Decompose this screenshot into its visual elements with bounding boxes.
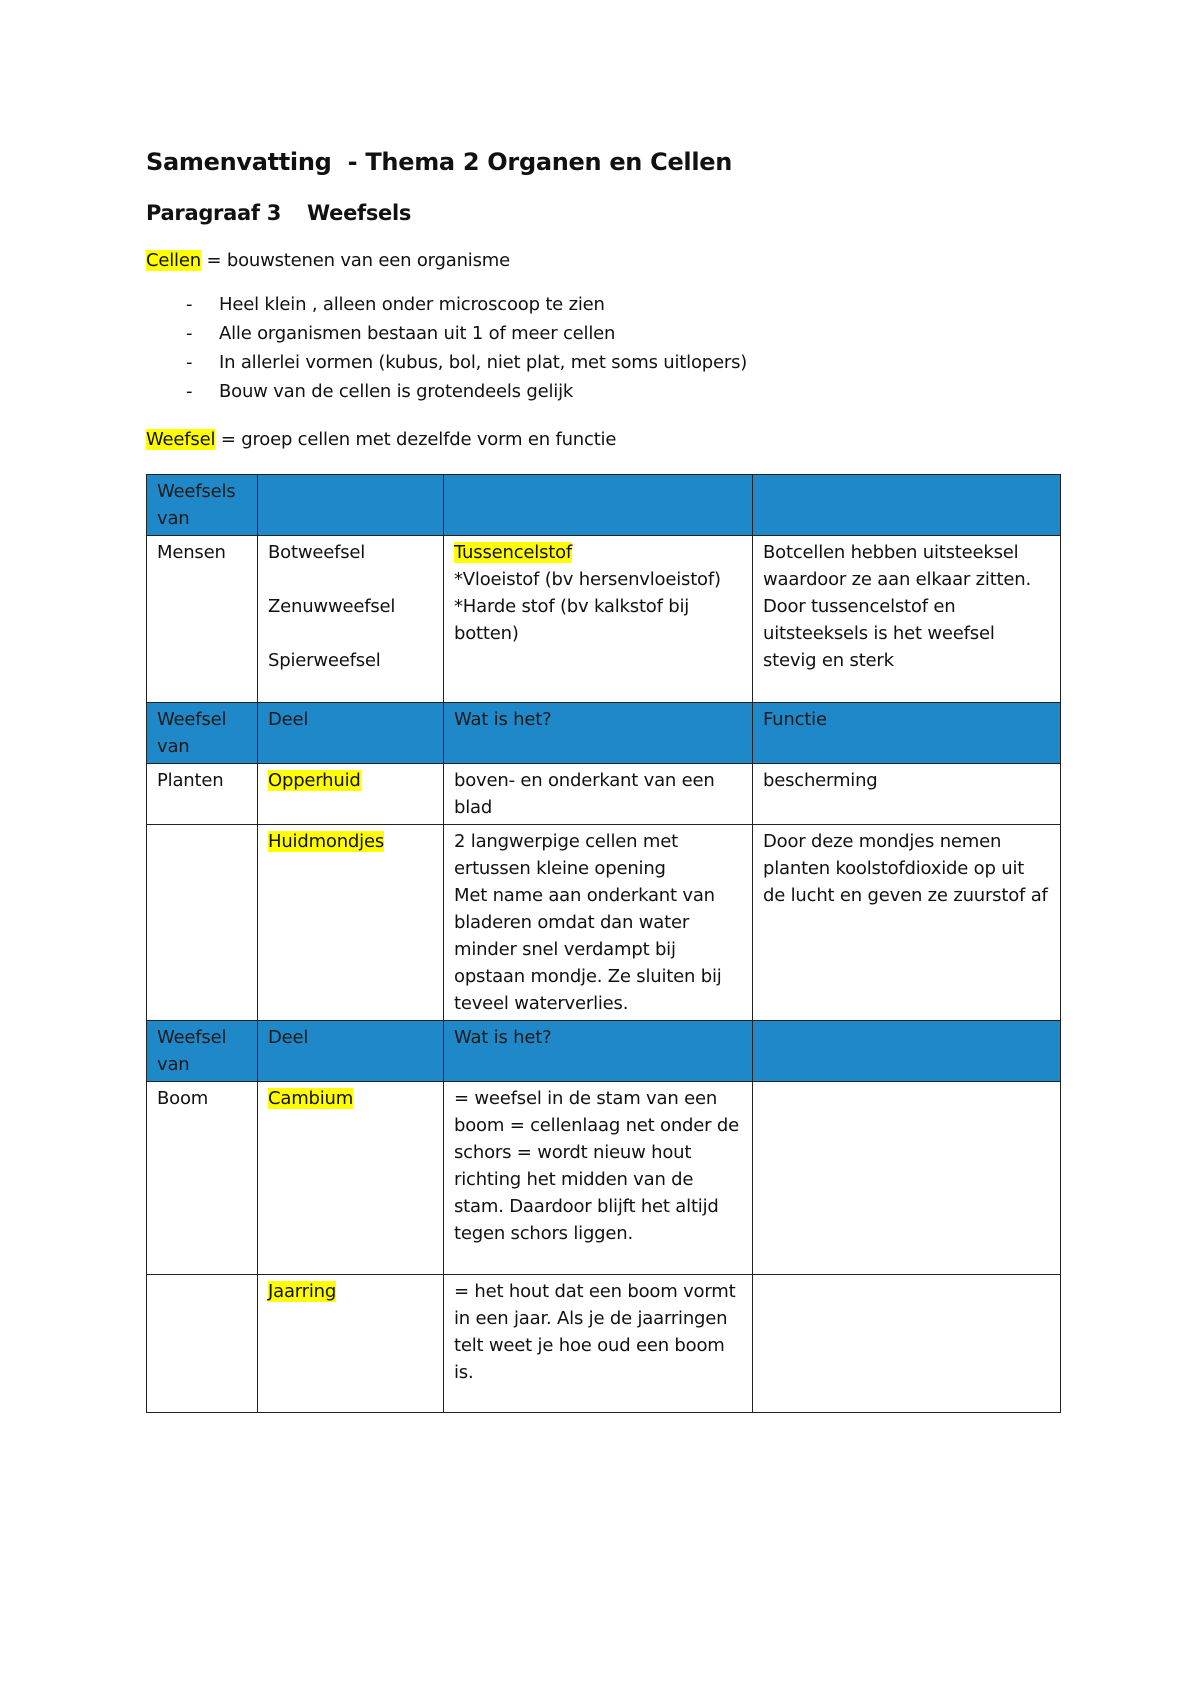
table-header-cell: Weefsels van bbox=[147, 475, 258, 536]
table-cell: boven- en onderkant van een blad bbox=[444, 764, 753, 825]
table-row bbox=[147, 1082, 1061, 1275]
table-cell: bescherming bbox=[753, 764, 1061, 825]
table-header-row bbox=[147, 475, 1061, 536]
table-header-row bbox=[147, 1021, 1061, 1082]
section-number: Paragraaf 3 bbox=[146, 201, 282, 225]
table-header-cell bbox=[444, 475, 753, 536]
table-row bbox=[147, 536, 1061, 703]
table-header-cell: Functie bbox=[753, 703, 1061, 764]
table-cell bbox=[147, 1275, 258, 1413]
table-header-cell: Deel bbox=[258, 703, 444, 764]
definition-text: = bouwstenen van een organisme bbox=[200, 250, 510, 271]
list-item: - Bouw van de cellen is grotendeels gelijk bbox=[146, 381, 747, 410]
highlighted-term: Huidmondjes bbox=[268, 831, 385, 852]
bullet-list bbox=[146, 294, 747, 410]
table-header-cell: Wat is het? bbox=[444, 1021, 753, 1082]
weefsels-table bbox=[146, 474, 1061, 1413]
table-cell: Mensen bbox=[147, 536, 258, 703]
table-cell bbox=[147, 825, 258, 1021]
table-cell bbox=[753, 1082, 1061, 1275]
table-header-cell: Weefsel van bbox=[147, 703, 258, 764]
table-cell bbox=[258, 1275, 444, 1413]
table-header-row bbox=[147, 703, 1061, 764]
table-cell: Boom bbox=[147, 1082, 258, 1275]
table-header-cell bbox=[753, 475, 1061, 536]
table-header-cell bbox=[258, 475, 444, 536]
table-header-cell: Wat is het? bbox=[444, 703, 753, 764]
table-cell: Door deze mondjes nemen planten koolstofdioxide op uit de lucht en geven ze zuurstof af bbox=[753, 825, 1061, 1021]
bullet-marker: - bbox=[186, 294, 193, 315]
table-header-cell: Deel bbox=[258, 1021, 444, 1082]
table-row bbox=[147, 764, 1061, 825]
weefsel-definition bbox=[146, 429, 616, 450]
table-header-cell: Weefsel van bbox=[147, 1021, 258, 1082]
section-heading bbox=[146, 201, 411, 225]
highlighted-term: Weefsel bbox=[146, 429, 216, 450]
bullet-marker: - bbox=[186, 352, 193, 373]
page-title: Samenvatting - Thema 2 Organen en Cellen bbox=[146, 148, 733, 176]
cellen-definition bbox=[146, 250, 510, 271]
list-item: - Alle organismen bestaan uit 1 of meer cellen bbox=[146, 323, 747, 352]
table-cell: = het hout dat een boom vormt in een jaar. Als je de jaarringen telt weet je hoe oud een boom is. bbox=[444, 1275, 753, 1413]
bullet-marker: - bbox=[186, 381, 193, 402]
highlighted-term: Tussencelstof bbox=[454, 542, 573, 563]
table-cell: Botcellen hebben uitsteeksel waardoor ze aan elkaar zitten. Door tussencelstof en uitsteeksels is het weefsel stevig en sterk bbox=[753, 536, 1061, 703]
table-cell bbox=[258, 825, 444, 1021]
section-title: Weefsels bbox=[307, 201, 412, 225]
table-cell: Botweefsel Zenuwweefsel Spierweefsel bbox=[258, 536, 444, 703]
highlighted-term: Cellen bbox=[146, 250, 201, 271]
table-cell: = weefsel in de stam van een boom = cellenlaag net onder de schors = wordt nieuw hout richting het midden van de stam. Daardoor blijft het altijd tegen schors liggen. bbox=[444, 1082, 753, 1275]
table-header-cell bbox=[753, 1021, 1061, 1082]
list-item: - Heel klein , alleen onder microscoop te zien bbox=[146, 294, 747, 323]
highlighted-term: Opperhuid bbox=[268, 770, 361, 791]
definition-text: = groep cellen met dezelfde vorm en functie bbox=[215, 429, 617, 450]
table-cell: Planten bbox=[147, 764, 258, 825]
table-cell: 2 langwerpige cellen met ertussen kleine opening Met name aan onderkant van bladeren omdat dan water minder snel verdampt bij opstaan mondje. Ze sluiten bij teveel waterverlies. bbox=[444, 825, 753, 1021]
table-row bbox=[147, 1275, 1061, 1413]
list-item: - In allerlei vormen (kubus, bol, niet plat, met soms uitlopers) bbox=[146, 352, 747, 381]
table-cell bbox=[258, 764, 444, 825]
table-cell bbox=[258, 1082, 444, 1275]
bullet-marker: - bbox=[186, 323, 193, 344]
table-cell: Tussencelstof *Vloeistof (bv hersenvloeistof) *Harde stof (bv kalkstof bij botten) bbox=[444, 536, 753, 703]
table-row bbox=[147, 825, 1061, 1021]
table-cell bbox=[753, 1275, 1061, 1413]
highlighted-term: Cambium bbox=[268, 1088, 354, 1109]
highlighted-term: Jaarring bbox=[268, 1281, 337, 1302]
